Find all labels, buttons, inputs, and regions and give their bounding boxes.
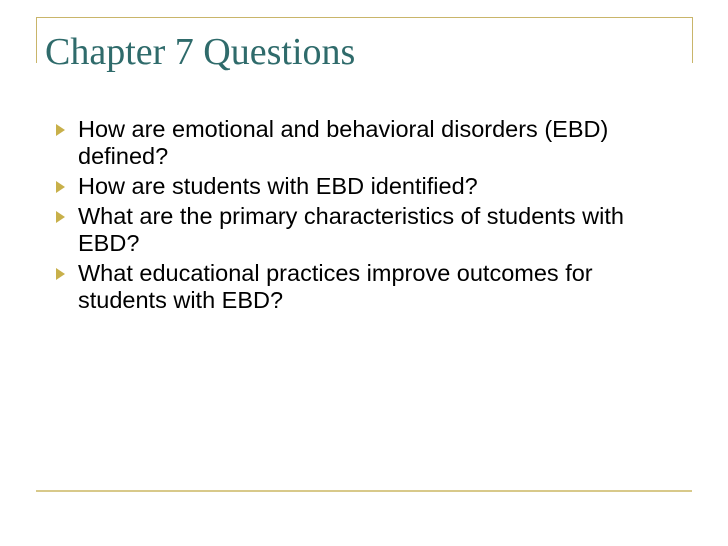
bullet-text: What educational practices improve outcomes for students with EBD?	[78, 260, 593, 313]
bullet-text: What are the primary characteristics of students with EBD?	[78, 203, 624, 256]
bullet-text: How are emotional and behavioral disorders (EBD) defined?	[78, 116, 609, 169]
frame-right-line	[692, 17, 693, 63]
triangle-bullet-icon	[56, 181, 65, 193]
bullet-item	[56, 116, 686, 170]
frame-left-line	[36, 17, 37, 63]
triangle-bullet-icon	[56, 124, 65, 136]
frame-bottom-line	[36, 490, 692, 492]
bullet-list	[56, 116, 686, 317]
bullet-item	[56, 173, 686, 200]
bullet-item	[56, 260, 686, 314]
triangle-bullet-icon	[56, 211, 65, 223]
frame-top-line	[36, 17, 692, 18]
bullet-text: How are students with EBD identified?	[78, 173, 478, 199]
bullet-item	[56, 203, 686, 257]
triangle-bullet-icon	[56, 268, 65, 280]
slide-title: Chapter 7 Questions	[45, 31, 356, 73]
